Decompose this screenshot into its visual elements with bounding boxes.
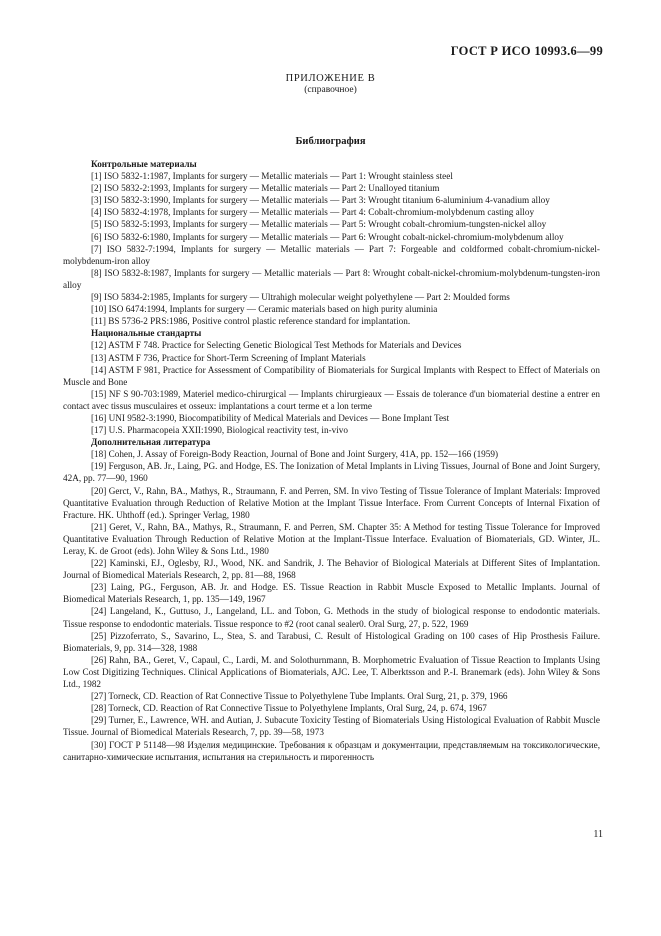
bibliography-entry: [27] Torneck, CD. Reaction of Rat Connective Tissue to Polyethylene Tube Implants. Oral Surg, 21, p. 379, 1966	[91, 691, 508, 702]
section-heading: Национальные стандарты	[91, 328, 202, 339]
bibliography-entry: [25] Pizzoferrato, S., Savarino, L., Stea, S. and Tarabusi, C. Result of Histological Grading on 100 cases of Hip Prosthesis Failure. Biomaterials, 9, pp. 314—328, 1988	[63, 630, 600, 653]
section-heading: Контрольные материалы	[91, 159, 197, 169]
bibliography-entry: [14] ASTM F 981, Practice for Assessment of Compatibility of Biomaterials for Surgical Implants with Respect to Effect of Materials on Muscle and Bone	[63, 364, 600, 387]
bibliography-entry: [17] U.S. Pharmacopeia XXII:1990, Biological reactivity test, in-vivo	[91, 425, 348, 436]
bibliography-entry: [13] ASTM F 736, Practice for Short-Term Screening of Implant Materials	[91, 352, 366, 363]
bibliography-title: Библиография	[295, 136, 366, 147]
bibliography-entry: [22] Kaminski, EJ., Oglesby, RJ., Wood, NK. and Sandrik, J. The Behavior of Biological Materials at Different Sites of Implantation. Journal of Biomedical Materials Research, 2, pp. 81—88, 1968	[63, 558, 600, 581]
bibliography-entry: [11] BS 5736-2 PRS:1986, Positive control plastic reference standard for implantation.	[91, 316, 411, 327]
bibliography-entry: [26] Rahn, BA., Geret, V., Capaul, C., Lardi, M. and Solothurnmann, B. Morphometric Evaluation of Tissue Reaction to Implants Using Low Cost Digitizing Techniques. Clinical Applications of Biomaterials, AJC. Lee, T. Alberktsson and P.-I. Branemark (eds). John Wiley & Sons Ltd., 1982	[63, 654, 600, 690]
bibliography-entry: [24] Langeland, K., Guttuso, J., Langeland, LL. and Tobon, G. Methods in the study of biological response to endodontic materials. Tissue response to endodontic materials. Tissue responce to #2 (root canal sealer0. Oral Surg, 27, p. 522, 1969	[63, 606, 600, 629]
bibliography-entry: [23] Laing, PG., Ferguson, AB. Jr. and Hodge. ES. Tissue Reaction in Rabbit Muscle Exposed to Metallic Implants. Journal of Biomedical Materials Research, 1, pp. 135—149, 1967	[63, 582, 600, 605]
bibliography-entry: [4] ISO 5832-4:1978, Implants for surgery — Metallic materials — Part 4: Cobalt-chromium-molybdenum casting alloy	[91, 207, 535, 218]
section-heading: Дополнительная литература	[91, 437, 211, 448]
bibliography-entry: [5] ISO 5832-5:1993, Implants for surgery — Metallic materials — Part 5: Wrought cobalt-chromium-tungsten-nickel alloy	[91, 219, 547, 230]
bibliography-entry: [1] ISO 5832-1:1987, Implants for surgery — Metallic materials — Part 1: Wrought stainless steel	[91, 171, 453, 182]
bibliography-entry: [6] ISO 5832-6:1980, Implants for surgery — Metallic materials — Part 6: Wrought cobalt-nickel-chromium-molybdenum alloy	[91, 231, 564, 242]
bibliography-entry: [20] Gerct, V., Rahn, BA., Mathys, R., Straumann, F. and Perren, SM. In vivo Testing of Tissue Tolerance of Implant Materials: Improved Quantitative Evaluation through Reduction of Relative Motion at the Implant Tissue Interface. From Current Concepts of Internal Fixation of Fracture. HK. Uhthoff (ed.). Springer Verlag, 1980	[63, 485, 600, 520]
bibliography-entry: [10] ISO 6474:1994, Implants for surgery — Ceramic materials based on high purity aluminia	[91, 304, 438, 315]
document-code: ГОСТ Р ИСО 10993.6—99	[450, 44, 603, 58]
bibliography-entry: [19] Ferguson, AB. Jr., Laing, PG. and Hodge, ES. The Ionization of Metal Implants in Living Tissues, Journal of Bone and Joint Surgery, 42A, pp. 77—90, 1960	[63, 461, 600, 484]
bibliography-entry: [29] Turner, E., Lawrence, WH. and Autian, J. Subacute Toxicity Testing of Biomaterials Using Histological Evaluation of Rabbit Muscle Tissue. Journal of Biomedical Materials Research, 7, pp. 39—58, 1973	[63, 715, 600, 738]
annex-subtitle: (справочное)	[304, 85, 357, 95]
bibliography-entry: [28] Torneck, CD. Reaction of Rat Connective Tissue to Polyethylene Implants, Oral Surg, 24, p. 674, 1967	[91, 703, 487, 714]
annex-title: ПРИЛОЖЕНИЕ В	[285, 73, 376, 84]
bibliography-list	[63, 158, 600, 763]
bibliography-entry: [16] UNI 9582-3:1990, Biocompatibility of Medical Materials and Devices — Bone Implant Test	[91, 412, 450, 423]
bibliography-entry: [2] ISO 5832-2:1993, Implants for surgery — Metallic materials — Part 2: Unalloyed titanium	[91, 183, 440, 194]
bibliography-entry: [3] ISO 5832-3:1990, Implants for surgery — Metallic materials — Part 3: Wrought titanium 6-aluminium 4-vanadium alloy	[91, 195, 550, 206]
bibliography-entry: [8] ISO 5832-8:1987, Implants for surgery — Metallic materials — Part 8: Wrought cobalt-nickel-chromium-molybdenum-tungsten-iron alloy	[63, 267, 600, 290]
bibliography-entry: [12] ASTM F 748. Practice for Selecting Genetic Biological Test Methods for Materials and Devices	[91, 340, 462, 351]
page-number: 11	[593, 829, 603, 840]
bibliography-entry: [9] ISO 5834-2:1985, Implants for surgery — Ultrahigh molecular weight polyethylene — Part 2: Moulded forms	[91, 292, 510, 303]
bibliography-entry: [7] ISO 5832-7:1994, Implants for surgery — Metallic materials — Part 7: Forgeable and coldformed cobalt-chromium-nickel-molybdenum-iron alloy	[63, 243, 600, 266]
bibliography-entry: [15] NF S 90-703:1989, Materiel medico-chirurgical — Implants chirurgieaux — Essais de tolerance d'un biomaterial destine a entrer en contact avec tissus musculaires et osseux: implantations a court terme et a lon terme	[63, 388, 600, 411]
bibliography-entry: [21] Geret, V., Rahn, BA., Mathys, R., Straumann, F. and Perren, SM. Chapter 35: A Method for testing Tissue Tolerance for Improved Quantitative Evaluation Through Reduction of Relative Motion at the Implant-Tissue Interface. Evaluation of Biomaterials, GD. Winter, JL. Leray, K. de Groot (eds). John Wiley & Sons Ltd., 1980	[63, 521, 600, 556]
bibliography-entry: [18] Cohen, J. Assay of Foreign-Body Reaction, Journal of Bone and Joint Surgery, 41A, pp. 152—166 (1959)	[91, 449, 499, 460]
bibliography-entry: [30] ГОСТ Р 51148—98 Изделия медицинские. Требования к образцам и документации, представляемым на токсикологические, санитарно-химические испытания, испытания на стерильность и пирогенность	[63, 739, 600, 762]
